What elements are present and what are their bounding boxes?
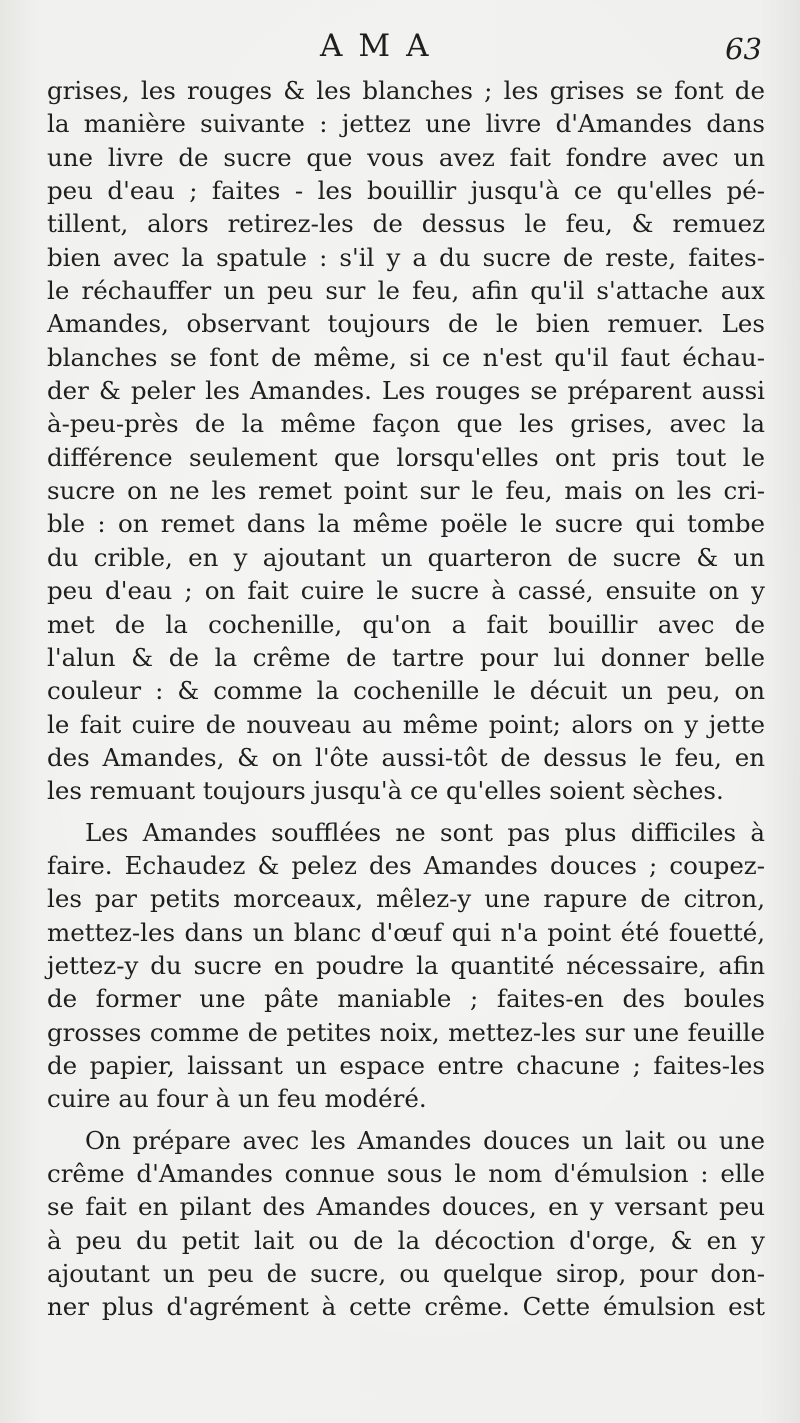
text-line: grises, les rouges & les blanches ; les grises se font de	[47, 76, 765, 105]
text-line: On prépare avec les Amandes douces un lait ou une	[85, 1125, 765, 1155]
text-line: peu d'eau ; on fait cuire le sucre à cassé, ensuite on y	[47, 576, 765, 606]
text-line: crême d'Amandes connue sous le nom d'émulsion : elle	[47, 1159, 765, 1188]
text-line: ajoutant un peu de sucre, ou quelque sirop, pour don-	[47, 1259, 765, 1289]
text-line: cuire au four à un feu modéré.	[47, 1084, 427, 1114]
text-line: le réchauffer un peu sur le feu, afin qu'il s'attache aux	[47, 276, 765, 306]
text-line: Les Amandes soufflées ne sont pas plus difficiles à	[85, 817, 765, 847]
page-header	[0, 22, 800, 72]
text-line: ner plus d'agrément à cette crême. Cette émulsion est	[47, 1292, 765, 1322]
page-number: 63	[725, 32, 762, 66]
text-line: les par petits morceaux, mêlez-y une rapure de citron,	[47, 884, 765, 914]
text-line: du crible, en y ajoutant un quarteron de sucre & un	[47, 542, 765, 572]
text-line: peu d'eau ; faites - les bouillir jusqu'à ce qu'elles pé-	[47, 176, 765, 206]
body-text	[47, 74, 765, 1324]
text-line: à-peu-près de la même façon que les grises, avec la	[47, 409, 765, 439]
text-line: de former une pâte maniable ; faites-en des boules	[47, 984, 765, 1014]
text-line: der & peler les Amandes. Les rouges se préparent aussi	[47, 376, 765, 406]
text-line: bien avec la spatule : s'il y a du sucre de reste, faites-	[47, 242, 765, 272]
text-line: une livre de sucre que vous avez fait fondre avec un	[47, 142, 765, 172]
paragraph-grises-rouges-blanches	[47, 74, 765, 808]
paragraph-spacer	[47, 808, 765, 816]
text-line: met de la cochenille, qu'on a fait bouillir avec de	[47, 609, 765, 639]
text-line: l'alun & de la crême de tartre pour lui donner belle	[47, 642, 765, 672]
text-line: de papier, laissant un espace entre chacune ; faites-les	[47, 1050, 765, 1080]
text-line: grosses comme de petites noix, mettez-les sur une feuille	[47, 1017, 765, 1047]
text-line: jettez-y du sucre en poudre la quantité nécessaire, afin	[47, 950, 765, 980]
text-line: faire. Echaudez & pelez des Amandes douces ; coupez-	[47, 850, 765, 880]
paragraph-emulsion	[47, 1124, 765, 1324]
text-line: sucre on ne les remet point sur le feu, mais on les cri-	[47, 476, 765, 506]
text-line: mettez-les dans un blanc d'œuf qui n'a point été fouetté,	[47, 917, 765, 947]
text-line: à peu du petit lait ou de la décoction d'orge, & en y	[47, 1225, 765, 1255]
text-line: la manière suivante : jettez une livre d'Amandes dans	[47, 109, 765, 139]
text-line: Amandes, observant toujours de le bien remuer. Les	[47, 309, 765, 339]
text-line: couleur : & comme la cochenille le décuit un peu, on	[47, 676, 765, 706]
text-line: se fait en pilant des Amandes douces, en y versant peu	[47, 1192, 765, 1222]
paragraph-amandes-soufflees	[47, 816, 765, 1116]
text-line: différence seulement que lorsqu'elles ont pris tout le	[47, 442, 765, 472]
text-line: blanches se font de même, si ce n'est qu'il faut échau-	[47, 342, 765, 372]
text-line: ble : on remet dans la même poële le sucre qui tombe	[47, 509, 765, 539]
running-head: AMA	[320, 28, 445, 64]
paragraph-spacer	[47, 1116, 765, 1124]
text-line: le fait cuire de nouveau au même point; alors on y jette	[47, 709, 765, 739]
text-line: les remuant toujours jusqu'à ce qu'elles soient sèches.	[47, 776, 724, 806]
text-line: des Amandes, & on l'ôte aussi-tôt de dessus le feu, en	[47, 742, 765, 772]
text-line: tillent, alors retirez-les de dessus le feu, & remuez	[47, 209, 765, 239]
